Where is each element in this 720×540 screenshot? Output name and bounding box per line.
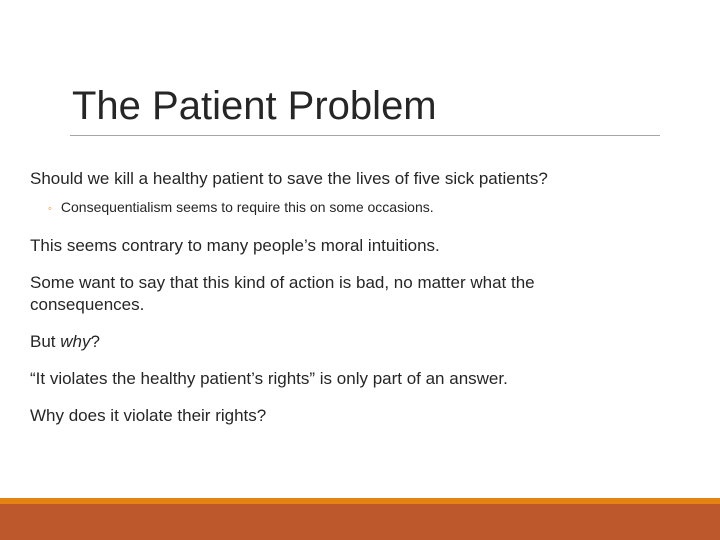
slide-body xyxy=(30,168,630,442)
title-underline xyxy=(70,135,660,136)
bullet-violates-rights: “It violates the healthy patient’s rights” is only part of an answer. xyxy=(30,369,508,388)
but-why-emphasis: why xyxy=(60,332,91,351)
bullet-kill-healthy-patient: Should we kill a healthy patient to save the lives of five sick patients? xyxy=(30,169,548,188)
sub-bullet-text: Consequentialism seems to require this on some occasions. xyxy=(60,199,434,215)
slide-title: The Patient Problem xyxy=(72,84,437,128)
but-why-suffix: ? xyxy=(90,332,100,351)
footer-bar xyxy=(0,504,720,540)
bullet-why-violate: Why does it violate their rights? xyxy=(30,406,267,425)
bullet-but-why xyxy=(30,331,630,353)
bullet-action-bad: Some want to say that this kind of action is bad, no matter what the consequences. xyxy=(30,273,535,314)
circle-bullet-icon: ◦ xyxy=(48,203,52,215)
bullet-moral-intuitions: This seems contrary to many people’s moral intuitions. xyxy=(30,236,440,255)
sub-bullet-consequentialism xyxy=(48,198,630,218)
but-why-prefix: But xyxy=(30,332,61,351)
